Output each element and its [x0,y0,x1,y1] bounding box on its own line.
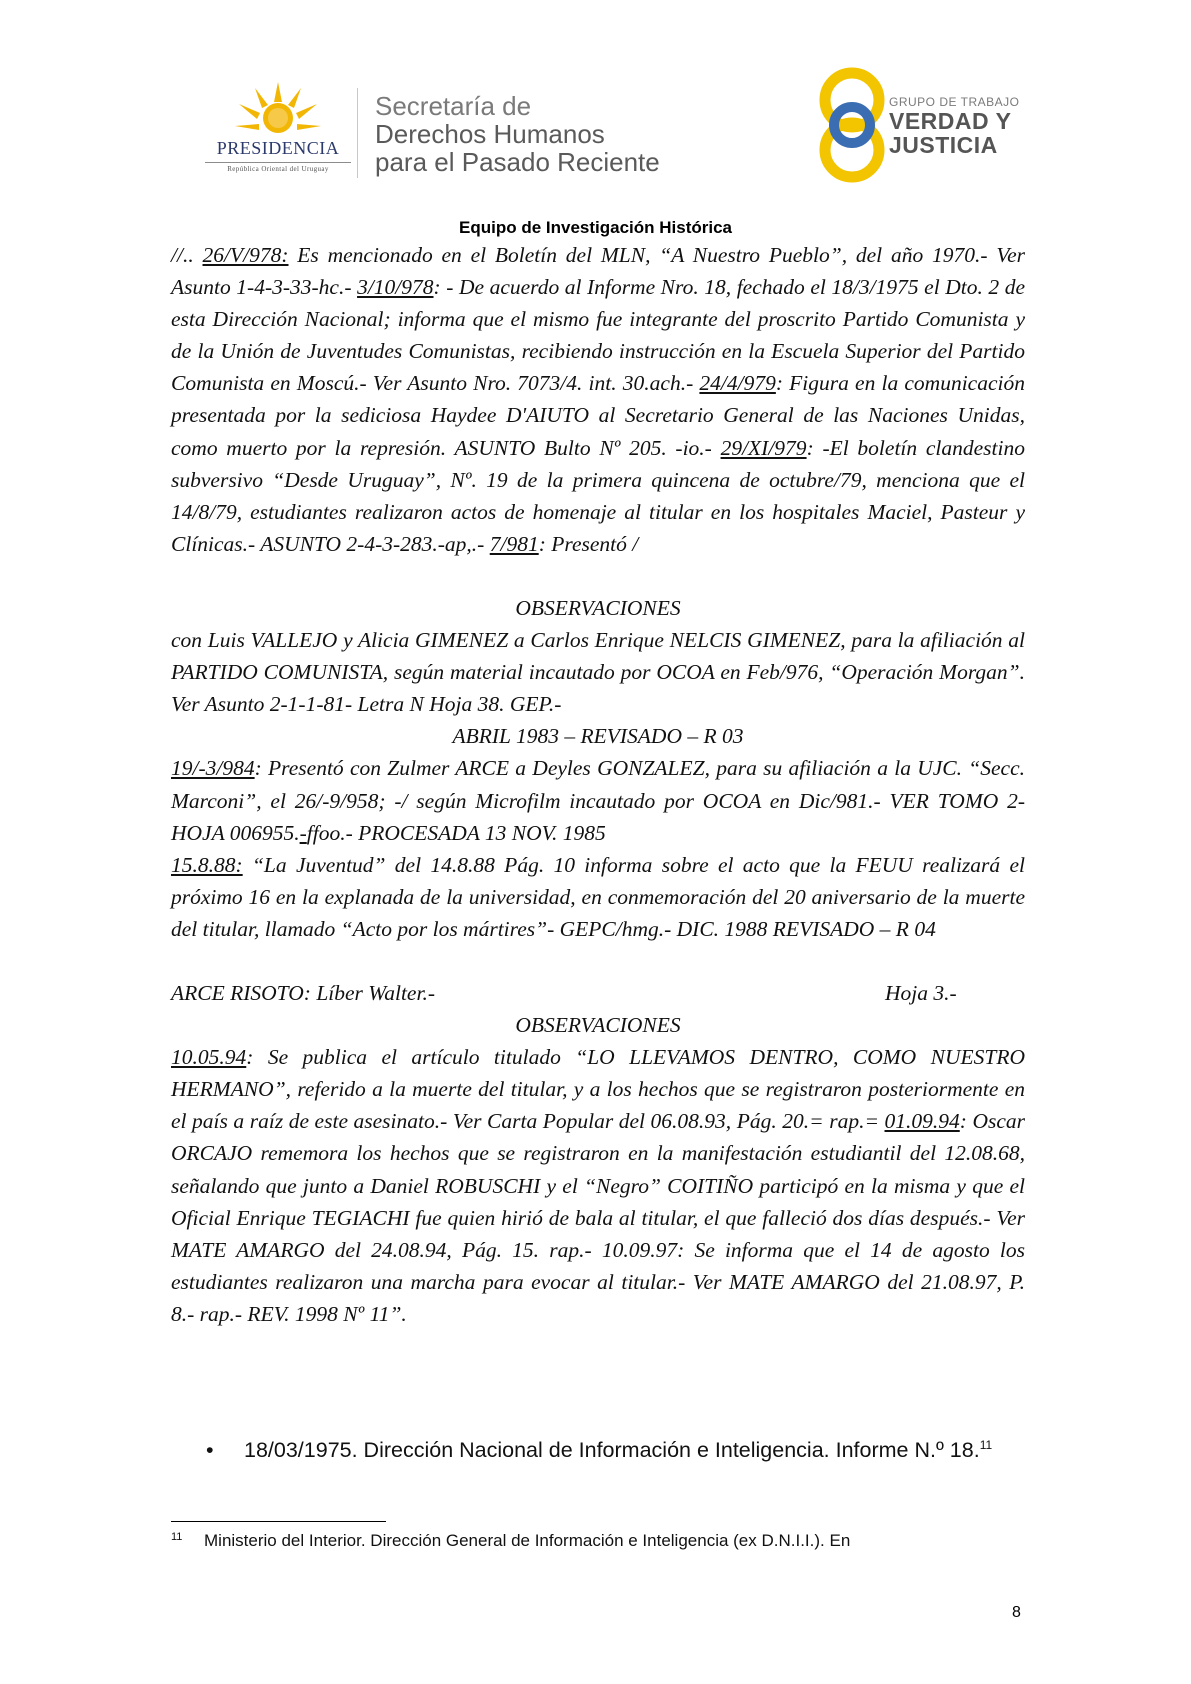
sheet-header [171,977,1025,1009]
text: : Presentó / [538,531,639,556]
footnote-separator [171,1521,386,1522]
observaciones-heading-2: OBSERVACIONES [515,1013,681,1038]
grupo-line-3: JUSTICIA [889,132,998,158]
grupo-trabajo-text [889,95,1019,157]
spacer [171,560,1025,592]
footnote-ref[interactable]: 11 [979,1437,993,1452]
text: “La Juventud” del 14.8.88 Pág. 10 informa sobre el acto que la FEUU realizará el próximo 16 en la explanada de la universidad, en conmemoración del 20 aniversario de la muerte del titular, llamado “Acto por los mártires”- GEPC/hmg.- DIC. 1988 REVISADO – R 04 [171,852,1025,941]
presidencia-name: PRESIDENCIA [216,138,340,158]
header-divider [357,88,358,178]
document-body [171,239,1025,1330]
secretaria-line-1: Secretaría de [375,91,532,121]
bullet-icon: • [206,1438,214,1462]
page-number: 8 [1012,1604,1021,1621]
sun-icon [233,80,323,140]
presidencia-subtitle: República Oriental del Uruguay [227,165,329,173]
date-ref: 29/XI/979 [720,435,807,460]
footnote-number: 11 [171,1531,183,1543]
text: : -El boletín clandestino subversivo “Desde Uruguay”, Nº. 19 de la primera quincena de octubre/79, menciona que el 14/8/79, estudiantes realizaron actos de homenaje al titular en los hospitales Maciel, Pasteur y Clínicas.- ASUNTO 2-4-3-283.-ap,.- [171,435,1025,556]
text: : - De acuerdo al Informe Nro. 18, fechado el 18/3/1975 el Dto. 2 de esta Dirección Nacional; informa que el mismo fue integrante del proscrito Partido Comunista y de la Unión de Juventudes Comunistas, recibiendo instrucción en la Escuela Superior del Partido Comunista en Moscú.- Ver Asunto Nro. 7073/4. int. 30.ach.- [171,275,1025,396]
date-ref: 10.05.94 [171,1045,247,1070]
grupo-line-1: GRUPO DE TRABAJO [889,95,1020,109]
text: ffoo.- PROCESADA 13 NOV. 1985 [306,820,606,845]
text: : Figura en la comunicación presentada por la sediciosa Haydee D'AIUTO al Secretario General de las Naciones Unidas, como muerto por la represión. ASUNTO Bulto Nº 205. -io.- [171,371,1025,460]
subject-name: ARCE RISOTO: Líber Walter.- [171,980,435,1005]
secretaria-title [375,92,660,176]
date-ref: 7/981 [489,531,539,556]
spacer [171,945,1025,977]
date-ref: 01.09.94 [884,1109,960,1134]
footnote-text: Ministerio del Interior. Dirección General de Información e Inteligencia (ex D.N.I.I.). En [204,1531,851,1550]
date-ref: 26/V/978: [202,243,289,267]
presidencia-rule [205,162,351,163]
revision-note: ABRIL 1983 – REVISADO – R 03 [452,724,744,749]
text: : Oscar ORCAJO rememora los hechos que se registraron en la manifestación estudiantil del 12.08.68, señalando que junto a Daniel ROBUSCHI y el “Negro” COITIÑO participó en la misma y que el Oficial Enrique TEGIACHI fue quien hirió de bala al titular, el que falleció dos días después.- Ver MATE AMARGO del 24.08.94, Pág. 15. rap.- 10.09.97: Se informa que el 14 de agosto los estudiantes realizaron una marcha para evocar al titular.- Ver MATE AMARGO del 21.08.97, P. 8.- rap.- REV. 1998 Nº 11”. [171,1109,1026,1326]
text: //.. [171,243,203,267]
text: Es mencionado en el Boletín del MLN, “A Nuestro Pueblo”, del año 1970.- Ver Asunto 1-4-3-33-hc.- [171,243,1025,300]
underlined-dash: - [299,820,307,845]
bullet-item [206,1434,1026,1466]
sheet-number: Hoja 3.- [885,980,957,1005]
bullet-text [244,1434,1026,1466]
date-ref: 24/4/979 [699,371,776,396]
text: : Presentó con Zulmer ARCE a Deyles GONZALEZ, para su afiliación a la UJC. “Secc. Marconi”, el 26/-9/958; -/ según Microfilm incautado por OCOA en Dic/981.- VER TOMO 2-HOJA 006955. [171,756,1025,845]
date-ref: 3/10/978 [357,275,434,300]
date-ref: 15.8.88: [171,852,243,877]
paragraph-5 [171,1041,1025,1330]
secretaria-line-3: para el Pasado Reciente [375,147,660,177]
paragraph-3 [171,752,1025,848]
page-header [0,0,1191,200]
paragraph-2: con Luis VALLEJO y Alicia GIMENEZ a Carlos Enrique NELCIS GIMENEZ, para la afiliación al PARTIDO COMUNISTA, según material incautado por OCOA en Feb/976, “Operación Morgan”. Ver Asunto 2-1-1-81- Letra N Hoja 38. GEP.- [171,628,1025,717]
team-title: Equipo de Investigación Histórica [459,218,732,237]
footnote [171,1530,1026,1552]
text: : Se publica el artículo titulado “LO LLEVAMOS DENTRO, COMO NUESTRO HERMANO”, referido a la muerte del titular, y a los hechos que se registraron posteriormente en el país a raíz de este asesinato.- Ver Carta Popular del 06.08.93, Pág. 20.= rap.= [171,1045,1025,1134]
secretaria-line-2: Derechos Humanos [375,119,605,149]
paragraph-4 [171,849,1025,945]
observaciones-heading: OBSERVACIONES [515,595,681,620]
grupo-line-2: VERDAD Y [889,108,1012,134]
paragraph-1 [171,239,1025,560]
presidencia-logo [193,80,363,180]
date-ref: 19/-3/984 [171,756,255,781]
bullet-text-content: 18/03/1975. Dirección Nacional de Información e Inteligencia. Informe N.º 18. [244,1438,980,1462]
